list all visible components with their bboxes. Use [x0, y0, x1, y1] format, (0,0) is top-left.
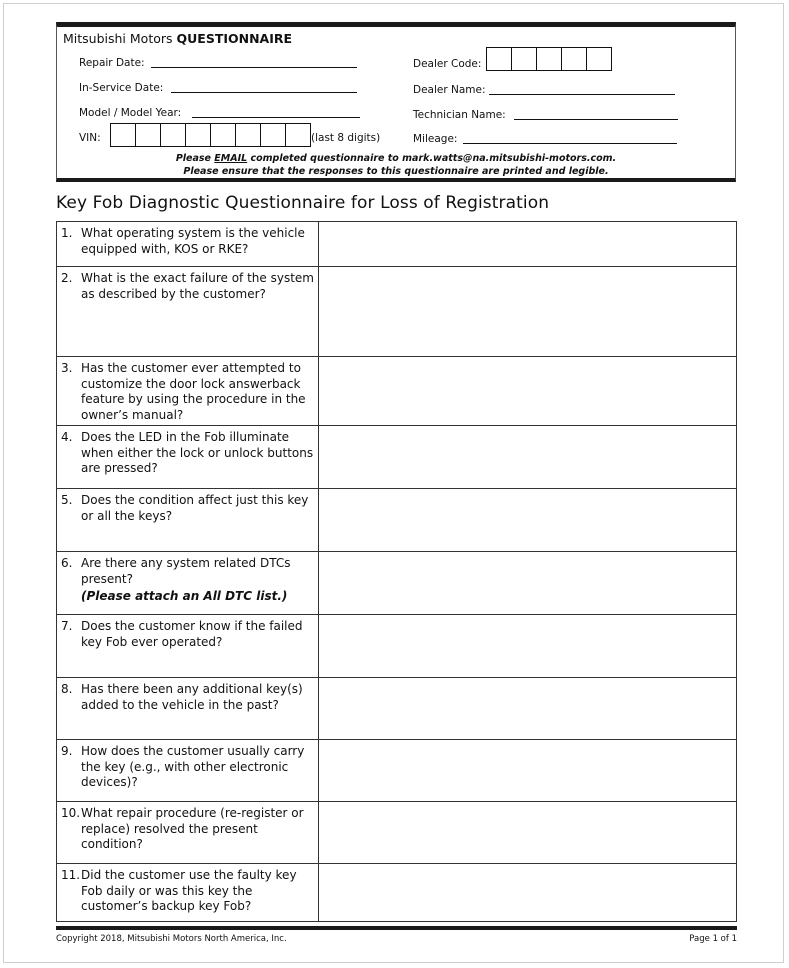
in-service-date-field[interactable] [171, 92, 357, 93]
answer-cell-3[interactable] [319, 357, 736, 425]
question-number: 8. [61, 682, 73, 696]
question-text: What is the exact failure of the system as described by the customer? [81, 271, 314, 301]
question-cell [57, 864, 319, 921]
question-cell [57, 357, 319, 425]
question-cell [57, 552, 319, 614]
question-cell [57, 678, 319, 739]
question-cell [57, 267, 319, 356]
answer-cell-8[interactable] [319, 678, 736, 739]
questions-table [56, 221, 737, 922]
dealer-code-boxes[interactable] [487, 47, 612, 71]
question-text: Does the LED in the Fob illuminate when either the lock or unlock buttons are pressed? [81, 430, 314, 475]
dealer-code-box[interactable] [586, 47, 612, 71]
question-number: 1. [61, 226, 73, 240]
dealer-code-box[interactable] [511, 47, 537, 71]
mileage-field[interactable] [463, 143, 677, 144]
email-note-suffix: completed questionnaire to mark.watts@na.mitsubishi-motors.com. [247, 153, 617, 164]
question-row-10 [57, 802, 736, 864]
page-number: Page 1 of 1 [689, 934, 737, 944]
question-text: What operating system is the vehicle equipped with, KOS or RKE? [81, 226, 305, 256]
vin-boxes[interactable] [111, 123, 311, 147]
question-text: How does the customer usually carry the key (e.g., with other electronic devices)? [81, 744, 305, 789]
question-row-8 [57, 678, 736, 740]
model-year-label: Model / Model Year: [79, 107, 182, 119]
question-cell [57, 740, 319, 801]
question-number: 10. [61, 806, 81, 820]
question-text: Has the customer ever attempted to customize the door lock answerback feature by using the procedure in the owner’s manual? [81, 361, 306, 422]
dealer-code-label: Dealer Code: [413, 58, 482, 70]
question-number: 7. [61, 619, 73, 633]
vin-box[interactable] [185, 123, 211, 147]
question-row-7 [57, 615, 736, 678]
email-note-prefix: Please [175, 153, 215, 164]
dealer-code-box[interactable] [536, 47, 562, 71]
question-text: Does the customer know if the failed key Fob ever operated? [81, 619, 303, 649]
question-number: 3. [61, 361, 73, 375]
question-row-9 [57, 740, 736, 802]
question-row-1 [57, 222, 736, 267]
answer-cell-11[interactable] [319, 864, 736, 921]
dealer-name-label: Dealer Name: [413, 84, 486, 96]
dealer-name-field[interactable] [489, 94, 675, 95]
question-number: 11. [61, 868, 81, 882]
technician-name-label: Technician Name: [413, 109, 506, 121]
repair-date-label: Repair Date: [79, 57, 145, 69]
copyright: Copyright 2018, Mitsubishi Motors North America, Inc. [56, 934, 287, 944]
mileage-label: Mileage: [413, 133, 458, 145]
vin-box[interactable] [285, 123, 311, 147]
legibility-note: Please ensure that the responses to this questionnaire are printed and legible. [183, 166, 609, 177]
question-cell [57, 802, 319, 863]
answer-cell-6[interactable] [319, 552, 736, 614]
question-main-text: Are there any system related DTCs present? [81, 556, 291, 586]
technician-name-field[interactable] [514, 119, 678, 120]
question-number: 6. [61, 556, 73, 570]
header-form [56, 22, 736, 182]
answer-cell-5[interactable] [319, 489, 736, 551]
answer-cell-10[interactable] [319, 802, 736, 863]
vin-box[interactable] [160, 123, 186, 147]
question-row-4 [57, 426, 736, 489]
form-title [63, 31, 292, 46]
question-cell [57, 426, 319, 488]
questionnaire-title: QUESTIONNAIRE [176, 31, 293, 46]
vin-box[interactable] [135, 123, 161, 147]
answer-cell-1[interactable] [319, 222, 736, 266]
email-note-emphasis: EMAIL [214, 153, 248, 164]
page-heading: Key Fob Diagnostic Questionnaire for Loss of Registration [56, 193, 550, 213]
question-text: What repair procedure (re-register or replace) resolved the present condition? [81, 806, 304, 851]
email-note [57, 153, 735, 164]
question-number: 9. [61, 744, 73, 758]
dealer-code-box[interactable] [486, 47, 512, 71]
question-number: 5. [61, 493, 73, 507]
question-row-2 [57, 267, 736, 357]
question-row-3 [57, 357, 736, 426]
vin-label: VIN: [79, 132, 101, 144]
question-cell [57, 222, 319, 266]
repair-date-field[interactable] [151, 67, 357, 68]
question-row-6 [57, 552, 736, 615]
vin-box[interactable] [210, 123, 236, 147]
vin-box[interactable] [235, 123, 261, 147]
in-service-date-label: In-Service Date: [79, 82, 164, 94]
model-year-field[interactable] [192, 117, 360, 118]
answer-cell-2[interactable] [319, 267, 736, 356]
vin-box[interactable] [110, 123, 136, 147]
answer-cell-7[interactable] [319, 615, 736, 677]
question-row-5 [57, 489, 736, 552]
question-number: 2. [61, 271, 73, 285]
question-text: Did the customer use the faulty key Fob daily or was this key the customer’s backup key Fob? [81, 868, 297, 913]
vin-box[interactable] [260, 123, 286, 147]
footer-rule [56, 926, 737, 930]
question-text: Has there been any additional key(s) added to the vehicle in the past? [81, 682, 303, 712]
question-cell [57, 615, 319, 677]
answer-cell-9[interactable] [319, 740, 736, 801]
question-instruction: (Please attach an All DTC list.) [81, 589, 288, 603]
dealer-code-box[interactable] [561, 47, 587, 71]
question-cell [57, 489, 319, 551]
vin-hint: (last 8 digits) [311, 132, 381, 144]
answer-cell-4[interactable] [319, 426, 736, 488]
question-row-11 [57, 864, 736, 921]
question-text [81, 556, 314, 614]
question-text: Does the condition affect just this key or all the keys? [81, 493, 309, 523]
question-number: 4. [61, 430, 73, 444]
brand-name: Mitsubishi Motors [63, 31, 173, 46]
